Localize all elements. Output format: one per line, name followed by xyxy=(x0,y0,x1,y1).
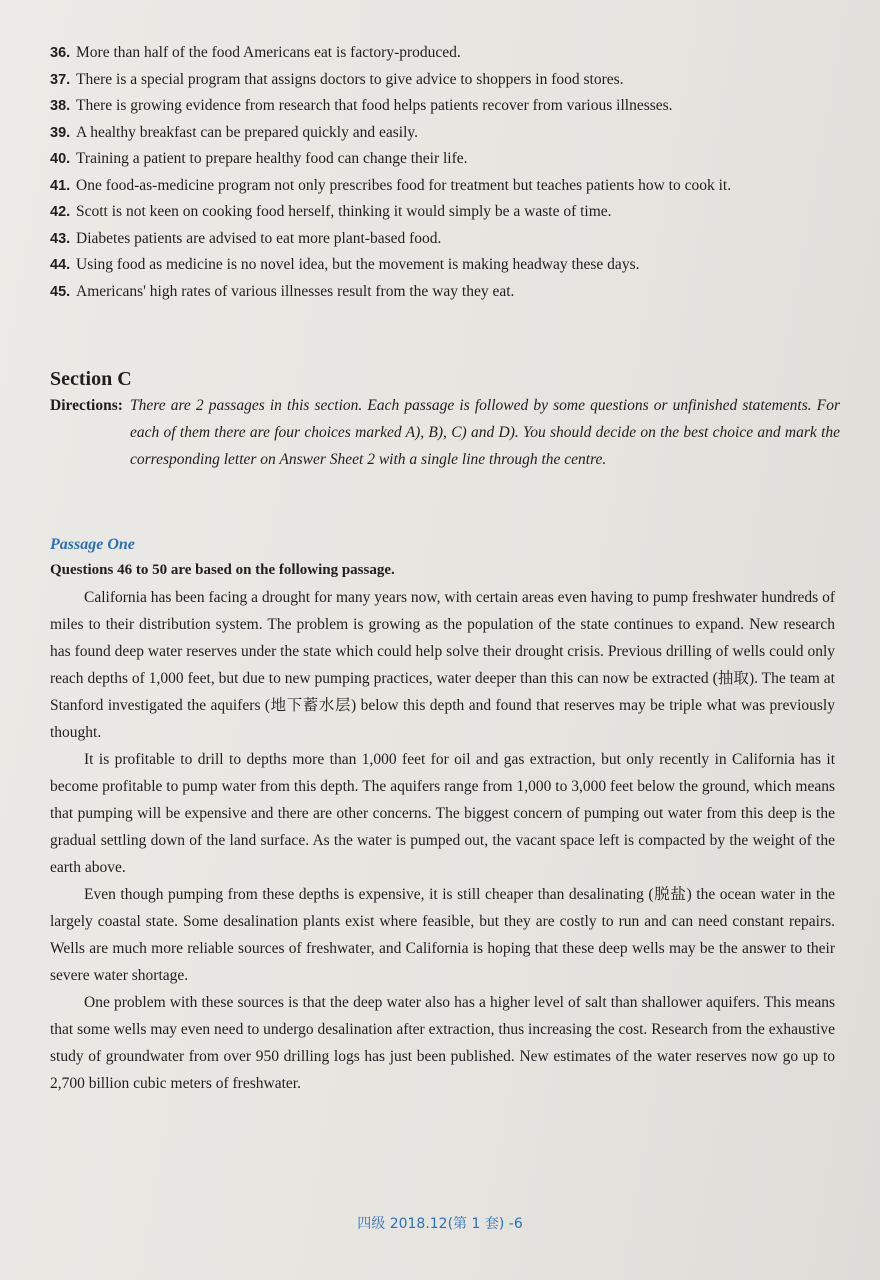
statement-number: 39. xyxy=(50,124,71,141)
statement-text: One food-as-medicine program not only prescribes food for treatment but teaches patients how to cook it. xyxy=(76,176,732,194)
statement-text: There is growing evidence from research that food helps patients recover from various illnesses. xyxy=(76,97,673,114)
statement-number: 40. xyxy=(50,151,71,167)
directions-label: Directions: xyxy=(50,397,123,414)
statement-number: 38. xyxy=(50,98,71,114)
statement-number: 44. xyxy=(50,257,71,273)
passage-paragraph: It is profitable to drill to depths more than 1,000 feet for oil and gas extraction, but only recently in California has it become profitable to pump water from this depth. The aquifers range from 1,000 to 3,000 feet below the ground, which means that pumping will be expensive and there are other concerns. The biggest concern of pumping out water from this deep is the gradual settling down of the land surface. As the water is pumped out, the vacant space left is compacted by the weight of the earth above. xyxy=(50,751,835,876)
statement-text: Americans' high rates of various illnesses result from the way they eat. xyxy=(76,282,515,300)
statement-item xyxy=(50,146,840,173)
statement-item xyxy=(50,40,840,67)
statement-text: Scott is not keen on cooking food herself, thinking it would simply be a waste of time. xyxy=(76,203,612,220)
statement-text: There is a special program that assigns doctors to give advice to shoppers in food stores. xyxy=(76,70,624,88)
passage-body xyxy=(50,584,835,1097)
passage-questions-line: Questions 46 to 50 are based on the following passage. xyxy=(50,562,395,578)
statement-item xyxy=(50,226,840,253)
statement-item xyxy=(50,93,840,120)
statement-item xyxy=(50,120,840,147)
section-title: Section C xyxy=(50,368,132,390)
page-footer: 四级 2018.12(第 1 套) -6 xyxy=(357,1216,523,1232)
statement-item xyxy=(50,279,840,306)
statement-text: Using food as medicine is no novel idea, but the movement is making headway these days. xyxy=(76,256,640,273)
passage-paragraph: California has been facing a drought for many years now, with certain areas even having to pump freshwater hundreds of miles to their distribution system. The problem is growing as the population of the state continues to expand. New research has found deep water reserves under the state which could help solve their drought crisis. Previous drilling of wells could only reach depths of 1,000 feet, but due to new pumping practices, water deeper than this can now be extracted (抽取). The team at Stanford investigated the aquifers (地下蓄水层) below this depth and found that reserves may be triple what was previously thought. xyxy=(50,589,835,741)
statement-item xyxy=(50,173,840,200)
statement-number: 43. xyxy=(50,230,71,247)
statement-text: More than half of the food Americans eat is factory-produced. xyxy=(76,44,461,61)
passage-title: Passage One xyxy=(50,536,135,553)
passage-paragraph: One problem with these sources is that the deep water also has a higher level of salt than shallower aquifers. This means that some wells may even need to undergo desalination after extraction, thus increasing the cost. Research from the exhaustive study of groundwater from over 950 drilling logs has just been published. New estimates of the water reserves now go up to 2,700 billion cubic meters of freshwater. xyxy=(50,994,835,1092)
statement-text: Training a patient to prepare healthy food can change their life. xyxy=(76,150,468,167)
statement-number: 45. xyxy=(50,283,71,300)
directions-text: There are 2 passages in this section. Each passage is followed by some questions or unfinished statements. For each of them there are four choices marked A), B), C) and D). You should decide on the best choice and mark the corresponding letter on Answer Sheet 2 with a single line through the centre. xyxy=(130,397,840,468)
statement-number: 36. xyxy=(50,45,71,61)
statement-number: 41. xyxy=(50,177,71,194)
statement-list xyxy=(50,40,840,305)
passage-paragraph: Even though pumping from these depths is expensive, it is still cheaper than desalinating (脱盐) the ocean water in the largely coastal state. Some desalination plants exist where feasible, but they are costly to run and can need constant repairs. Wells are much more reliable sources of freshwater, and California is hoping that these deep wells may be the answer to their severe water shortage. xyxy=(50,886,835,984)
statement-text: Diabetes patients are advised to eat more plant-based food. xyxy=(76,229,442,247)
statement-number: 37. xyxy=(50,71,71,88)
statement-number: 42. xyxy=(50,204,71,220)
statement-item xyxy=(50,252,840,279)
directions xyxy=(50,392,840,473)
statement-item xyxy=(50,199,840,226)
statement-text: A healthy breakfast can be prepared quickly and easily. xyxy=(76,123,419,141)
statement-item xyxy=(50,67,840,94)
